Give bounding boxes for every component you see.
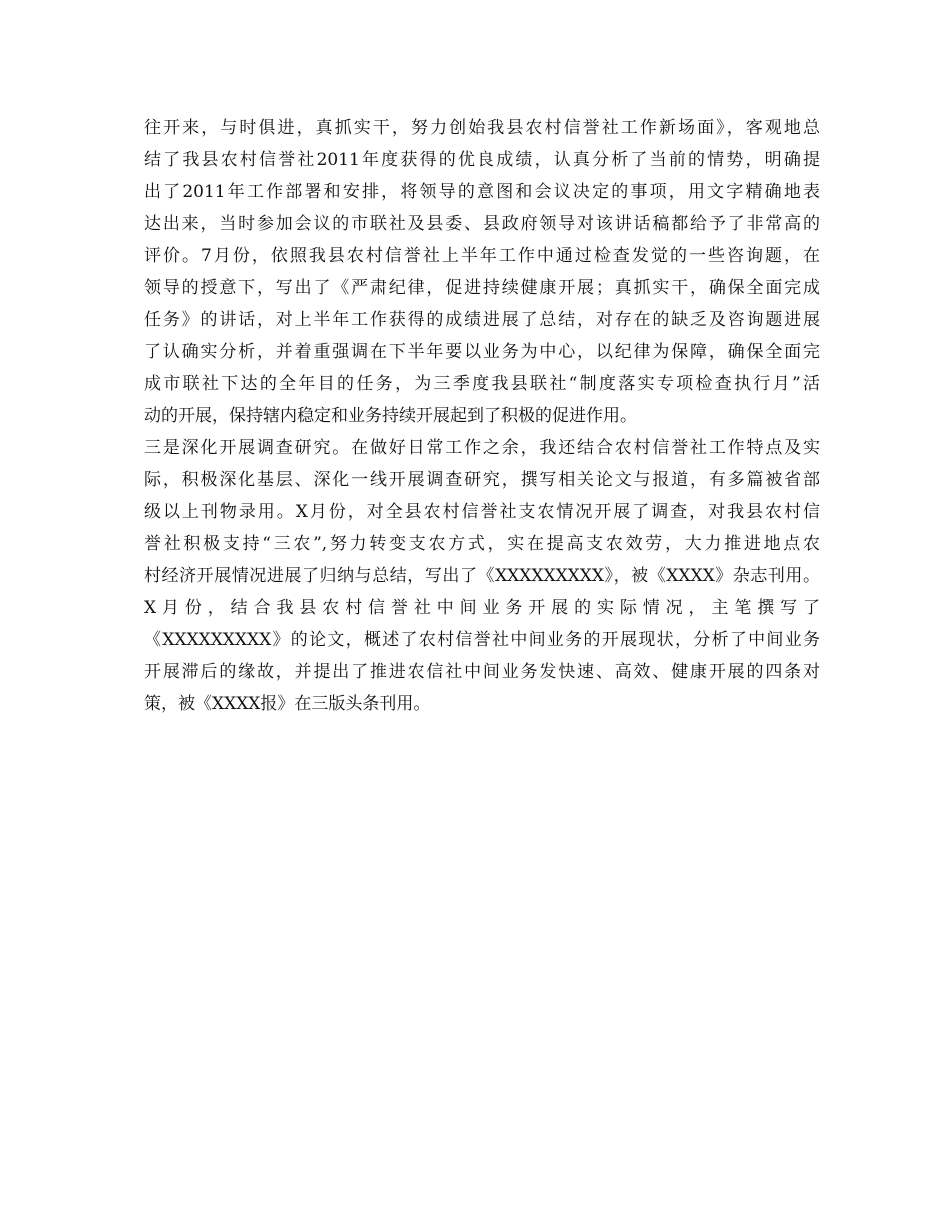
text-line: 策，被《XXXX报》在三版头条刊用。 [144,694,431,714]
text-line: 达出来，当时参加会议的市联社及县委、县政府领导对该讲话稿都给予了非常高的 [144,214,820,234]
text-line: 了认确实分析，并着重强调在下半年要以业务为中心，以纪律为保障，确保全面完 [144,342,820,362]
text-line: 任务》的讲话，对上半年工作获得的成绩进展了总结，对存在的缺乏及咨询题进展 [144,310,820,330]
text-line: 出了2011年工作部署和安排，将领导的意图和会议决定的事项，用文字精确地表 [144,182,820,202]
text-line: 开展滞后的缘故，并提出了推进农信社中间业务发快速、高效、健康开展的四条对 [144,662,820,682]
text-line: 成市联社下达的全年目的任务，为三季度我县联社“制度落实专项检查执行月”活 [144,374,820,394]
text-line: 《XXXXXXXXX》的论文，概述了农村信誉社中间业务的开展现状，分析了中间业务 [144,630,820,650]
document-body [144,112,820,720]
text-line: 结了我县农村信誉社2011年度获得的优良成绩，认真分析了当前的情势，明确提 [144,150,820,170]
text-line: 际，积极深化基层、深化一线开展调查研究，撰写相关论文与报道，有多篇被省部 [144,470,820,490]
text-line: 动的开展，保持辖内稳定和业务持续开展起到了积极的促进作用。 [144,406,637,426]
text-line: 领导的授意下，写出了《严肃纪律，促进持续健康开展；真抓实干，确保全面完成 [144,278,820,298]
text-line: 三是深化开展调查研究。在做好日常工作之余，我还结合农村信誉社工作特点及实 [144,438,820,458]
text-line: X月份，结合我县农村信誉社中间业务开展的实际情况，主笔撰写了 [144,598,820,618]
text-line: 往开来，与时俱进，真抓实干，努力创始我县农村信誉社工作新场面》，客观地总 [144,118,820,138]
text-line: 评价。7月份，依照我县农村信誉社上半年工作中通过检查发觉的一些咨询题，在 [144,246,820,266]
text-line: 誉社积极支持“三农”,努力转变支农方式，实在提高支农效劳，大力推进地点农 [144,534,820,554]
text-line: 级以上刊物录用。X月份，对全县农村信誉社支农情况开展了调查，对我县农村信 [144,502,820,522]
text-line: 村经济开展情况进展了归纳与总结，写出了《XXXXXXXXX》，被《XXXX》杂志刊用。 [144,566,820,586]
